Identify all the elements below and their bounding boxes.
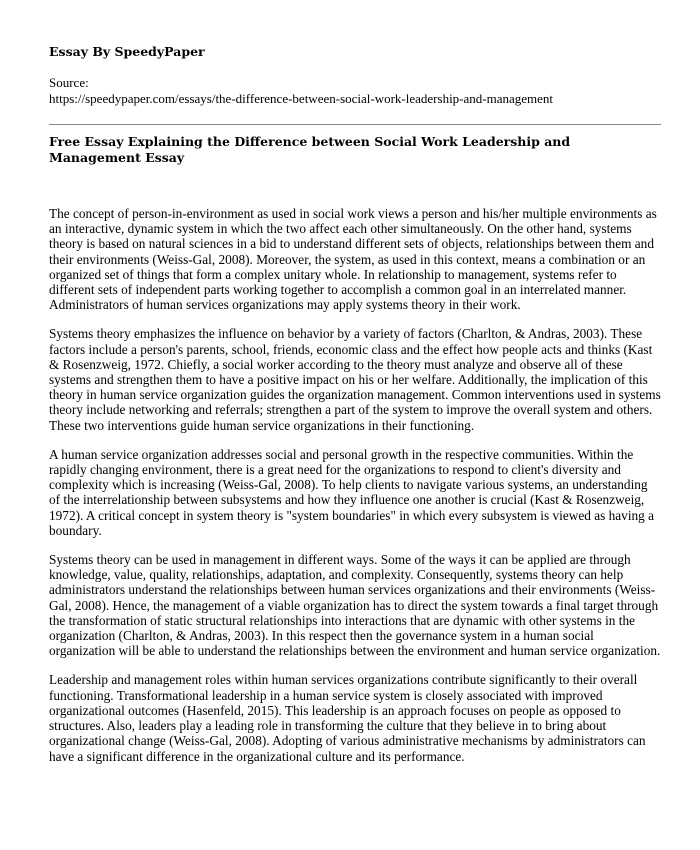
paragraph: A human service organization addresses social and personal growth in the respective communities. Within the rapidly changing environment, there is a great need for the organizations to respond to client's diversity and complexity which is increasing (Weiss-Gal, 2008). To help clients to navigate various systems, an understanding of the interrelationship between subsystems and how they influence one another is crucial (Kast & Rosenzweig, 1972). A critical concept in system theory is "system boundaries" in which every subsystem is viewed as having a boundary. (49, 446, 655, 538)
header-divider (49, 124, 661, 125)
essay-body (49, 206, 661, 764)
essay-title: Free Essay Explaining the Difference between Social Work Leadership and Management Essay (49, 134, 571, 165)
paragraph: Systems theory can be used in management in different ways. Some of the ways it can be applied are through knowledge, value, quality, relationships, adaptation, and complexity. Consequently, systems theory can help administrators understand the relationships between human services organizations and their environments (Weiss-Gal, 2008). Hence, the management of a viable organization has to direct the system towards a final target through the transformation of static structural relationships into interactions that are dynamic with other systems in the organization (Charlton, & Andras, 2003). In this respect then the governance system in a human social organization will be able to understand the relationships between the environment and human service organization. (49, 552, 661, 659)
paragraph: Systems theory emphasizes the influence on behavior by a variety of factors (Charlton, & Andras, 2003). These factors include a person's parents, school, friends, economic class and the effect how people acts and thinks (Kast & Rosenzweig, 1972. Chiefly, a social worker according to the theory must analyze and observe all of these systems and strengthen them to have a positive impact on his or her welfare. Additionally, the implication of this theory in human service organization guides the organization management. Common interventions used in systems theory include networking and referrals; strengthen a part of the system to improve the overall system and others. These two interventions guide human service organizations in their functioning. (49, 326, 661, 433)
paragraph: The concept of person-in-environment as used in social work views a person and his/her multiple environments as an interactive, dynamic system in which the two affect each other simultaneously. On the other hand, systems theory is based on natural sciences in a bid to understand different sets of objects, relationships between them and their environments (Weiss-Gal, 2008). Moreover, the system, as used in this context, means a combination or an organized set of things that form a complex unitary whole. In relationship to management, systems refer to different sets of independent parts working together to accomplish a common goal in an interrelated manner. Administrators of human services organizations may apply systems theory in their work. (49, 206, 657, 313)
document-header: Essay By SpeedyPaper (49, 44, 205, 59)
paragraph: Leadership and management roles within human services organizations contribute significantly to their overall functioning. Transformational leadership in a human service system is closely associated with improved organizational outcomes (Hasenfeld, 2015). This leadership is an approach focuses on people as opposed to structures. Also, leaders play a leading role in transforming the culture that they believe in to bring about organizational change (Weiss-Gal, 2008). Adopting of various administrative mechanisms by administrators can have a significant difference in the organizational culture and its performance. (49, 672, 646, 764)
source-label: Source: (49, 75, 89, 90)
source-block (49, 75, 661, 107)
source-url: https://speedypaper.com/essays/the-difference-between-social-work-leadership-and-management (49, 91, 554, 106)
document-page (49, 44, 661, 778)
